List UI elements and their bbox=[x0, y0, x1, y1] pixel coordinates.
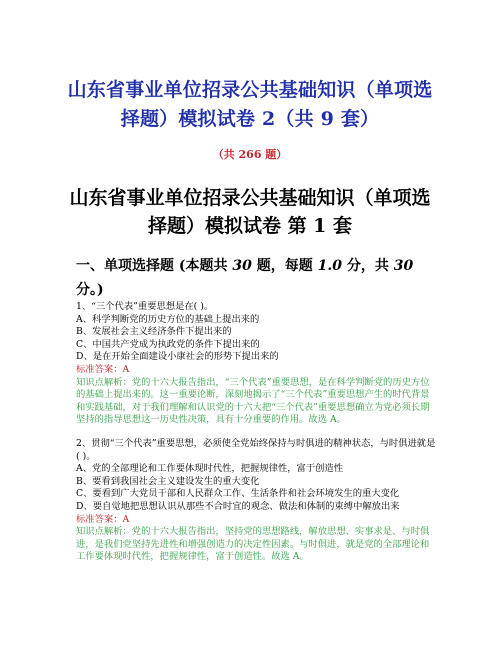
option-d: D、要自觉地把思想认识从那些不合时宜的观念、做法和体制的束缚中解放出来 bbox=[76, 500, 400, 512]
option-b: B、要看到我国社会主义建设发生的重大变化 bbox=[76, 475, 260, 487]
option-d: D、是在开始全面建设小康社会的形势下提出来的 bbox=[76, 351, 279, 363]
standard-answer: 标准答案：A bbox=[76, 363, 130, 375]
option-b: B、发展社会主义经济条件下提出来的 bbox=[76, 326, 232, 338]
section-points: 1.0 bbox=[317, 258, 342, 274]
question-stem: 2、贯彻“三个代表”重要思想，必须使全党始终保持与时俱进的精神状态，与时俱进就是( )。 bbox=[76, 438, 436, 462]
option-c: C、要看到广大党员干部和人民群众工作、生活条件和社会环境发生的重大变化 bbox=[76, 488, 400, 500]
section-question-count: 30 bbox=[232, 258, 252, 274]
document-title: 山东省事业单位招录公共基础知识（单项选择题）模拟试卷 2（共 9 套） bbox=[67, 79, 433, 130]
option-a: A、科学判断党的历史方位的基础上提出来的 bbox=[76, 313, 260, 325]
exam-title: 山东省事业单位招录公共基础知识（单项选择题）模拟试卷 第 1 套 bbox=[69, 187, 431, 237]
option-a: A、党的全部理论和工作要体现时代性，把握规律性，富于创造性 bbox=[76, 463, 344, 475]
question-2 bbox=[76, 438, 438, 564]
option-c: C、中国共产党成为执政党的条件下提出来的 bbox=[76, 338, 260, 350]
section-prefix: 一、单项选择题 (本题共 bbox=[76, 258, 233, 274]
question-count: （共 266 题） bbox=[212, 148, 288, 161]
section-mid1: 题，每题 bbox=[251, 258, 318, 274]
question-stem: 1、“三个代表”重要思想是在( )。 bbox=[76, 301, 214, 312]
answer-analysis: 知识点解析：党的十六大报告指出，坚持党的思想路线，解放思想、实事求是、与时俱进，是我们党坚持先进性和增强创造力的决定性因素。与时俱进，就是党的全部理论和工作要体现时代性，把握规律性，富于创造性。故选 A。 bbox=[76, 526, 430, 563]
section-total: 30 bbox=[393, 258, 414, 274]
section-suffix: 分。) bbox=[76, 282, 104, 298]
section-mid2: 分，共 bbox=[341, 258, 394, 274]
section-heading bbox=[76, 254, 426, 302]
answer-analysis: 知识点解析：党的十六大报告指出，“三个代表”重要思想，是在科学判断党的历史方位的基础上提出来的。这一重要论断，深刻地揭示了“三个代表”重要思想产生的时代背景和实践基础，对于我们理解和认识党的十六大把“三个代表”重要思想确立为党必须长期坚持的指导思想这一历史性决策，具有十分重要的作用。故选 A。 bbox=[76, 376, 430, 426]
question-1 bbox=[76, 301, 438, 427]
standard-answer: 标准答案：A bbox=[76, 513, 130, 525]
